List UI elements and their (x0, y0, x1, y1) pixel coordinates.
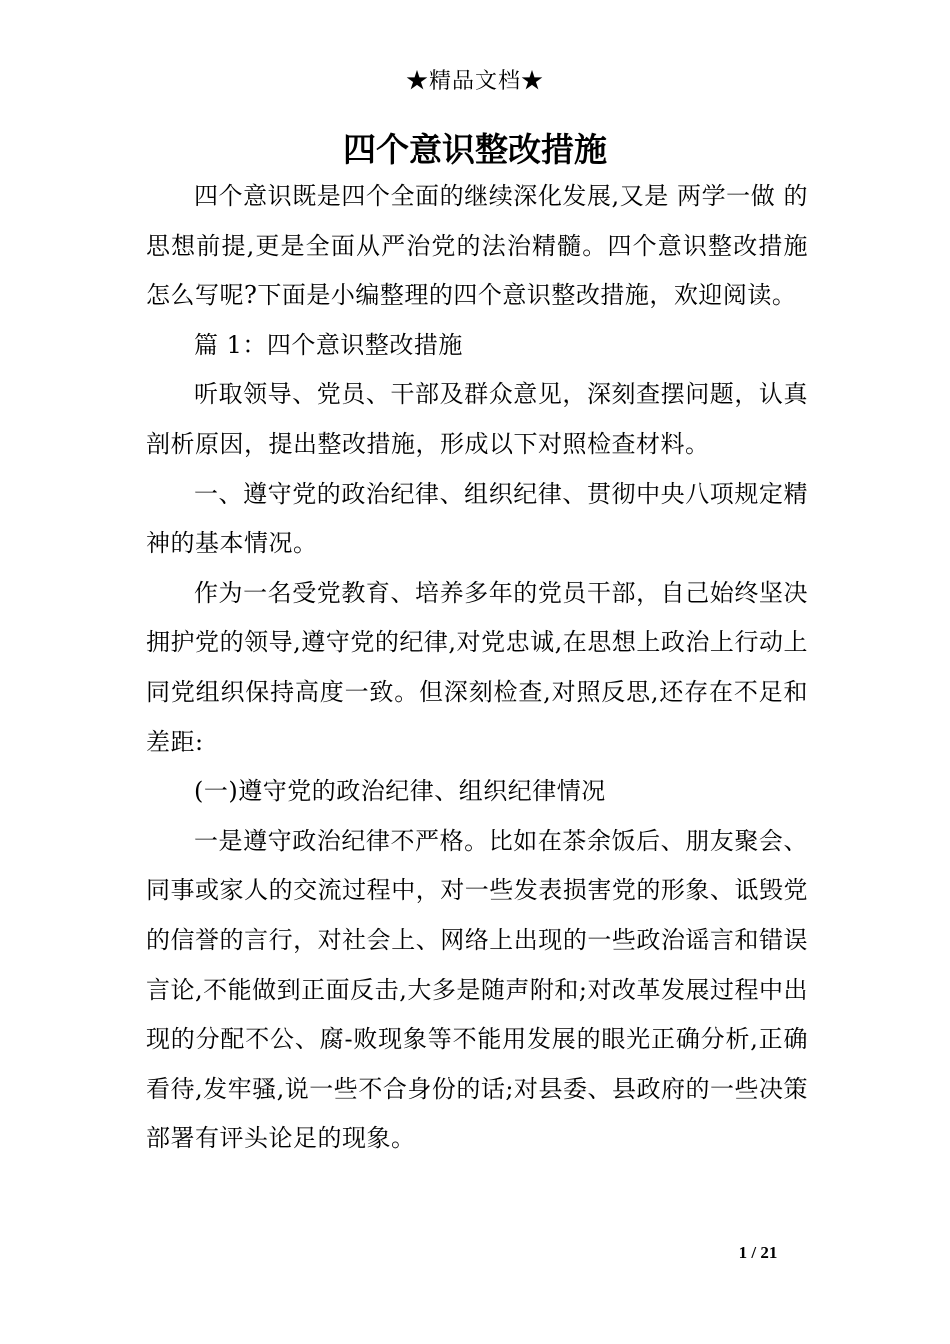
paragraph: 听取领导、党员、干部及群众意见，深刻查摆问题，认真剖析原因，提出整改措施，形成以下对照检查材料。 (146, 380, 808, 458)
paragraph-section-heading: 篇 1：四个意识整改措施 (194, 330, 463, 359)
document-body (146, 172, 808, 1164)
paragraph: 作为一名受党教育、培养多年的党员干部，自己始终坚决拥护党的领导,遵守党的纪律,对党忠诚,在思想上政治上行动上同党组织保持高度一致。但深刻检查,对照反思,还存在不足和差距: (146, 578, 808, 756)
page-number: 1 / 21 (738, 1243, 778, 1262)
paragraph-subheading: (一)遵守党的政治纪律、组织纪律情况 (194, 777, 606, 806)
paragraph-intro: 四个意识既是四个全面的继续深化发展,又是 两学一做 的思想前提,更是全面从严治党的法治精髓。四个意识整改措施怎么写呢?下面是小编整理的四个意识整改措施，欢迎阅读。 (146, 182, 808, 310)
paragraph: 一是遵守政治纪律不严格。比如在茶余饭后、朋友聚会、同事或家人的交流过程中，对一些发表损害党的形象、诋毁党的信誉的言行，对社会上、网络上出现的一些政治谣言和错误言论,不能做到正面反击,大多是随声附和;对改革发展过程中出现的分配不公、腐-败现象等不能用发展的眼光正确分析,正确看待,发牢骚,说一些不合身份的话;对县委、县政府的一些决策部署有评头论足的现象。 (146, 826, 808, 1153)
header-banner: ★精品文档★ (405, 69, 544, 94)
paragraph-subheading: 一、遵守党的政治纪律、组织纪律、贯彻中央八项规定精神的基本情况。 (146, 479, 808, 558)
document-title: 四个意识整改措施 (343, 130, 607, 169)
